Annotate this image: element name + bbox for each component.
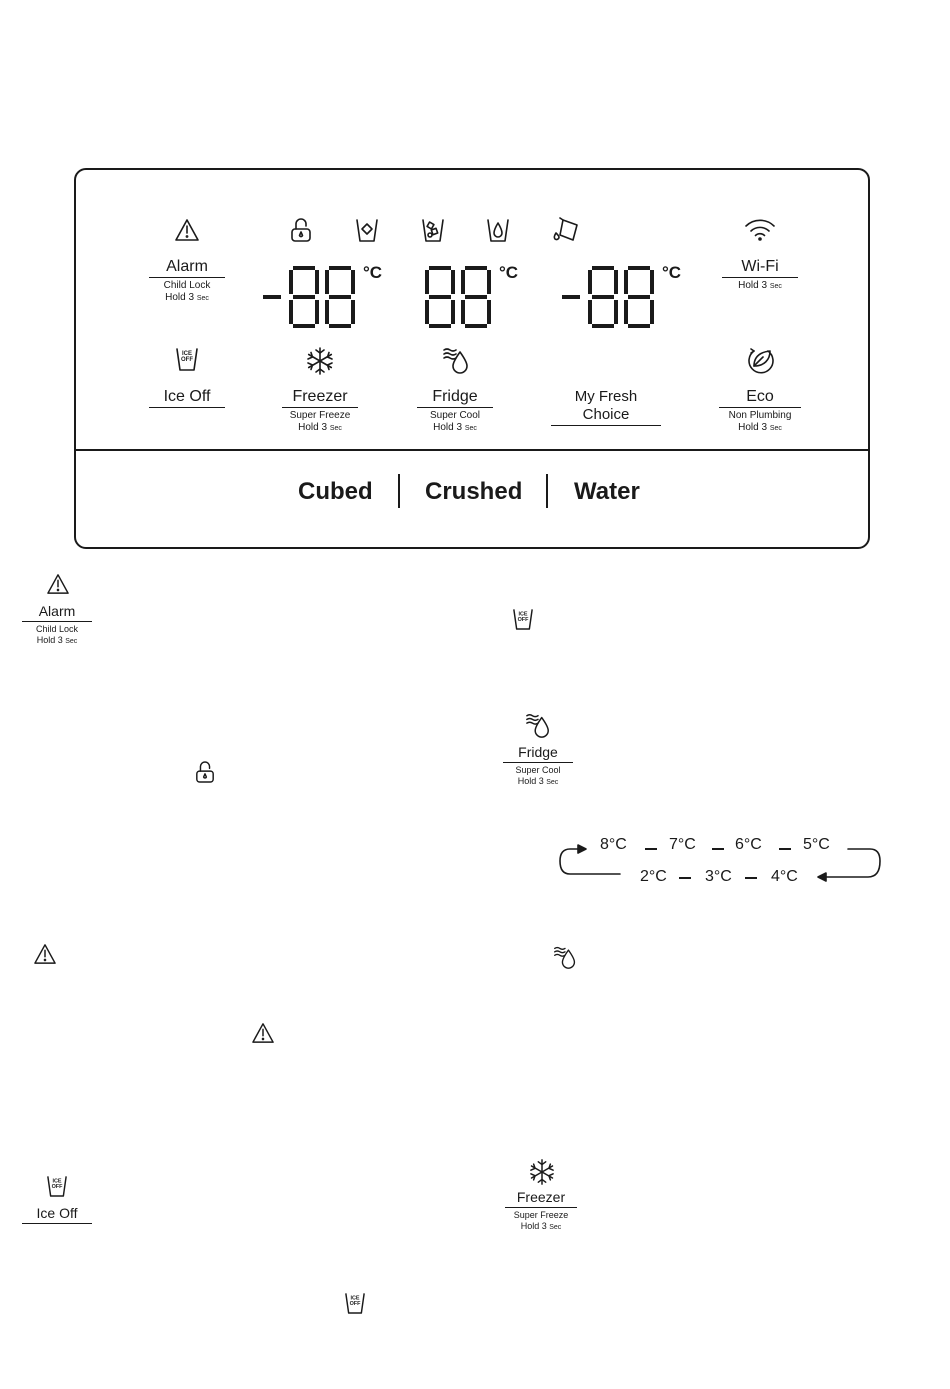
dash [712,848,724,850]
digit-2 [624,266,654,328]
myfresh-unit: °C [662,263,682,282]
fridge-control [503,743,573,788]
eco-hold-label: Hold 3 Sec [738,422,782,433]
dash [679,877,691,879]
temp-5: 5°C [803,836,830,853]
wifi-control[interactable] [722,258,798,293]
alarm-rule [149,277,225,278]
alarm-hold-label: Hold 3 Sec [36,635,78,645]
freezer-hold-label: Hold 3 Sec [520,1221,562,1231]
freezer-control [505,1188,577,1233]
myfresh-rule [551,425,661,426]
crushed-button[interactable]: Crushed [425,478,523,505]
wifi-icon [744,218,776,242]
fridge-hold-label: Hold 3 Sec [517,776,559,786]
dash [645,848,657,850]
separator [398,474,400,508]
super-cool-label: Super Cool [515,765,561,775]
svg-text:OFF: OFF [517,616,529,623]
digit-2 [461,266,491,328]
ice-off-label: Ice Off [163,388,211,405]
svg-text:OFF: OFF [51,1183,63,1190]
ice-off-icon [47,1174,67,1198]
alarm-control [22,602,92,647]
fridge-rule [503,762,573,763]
warning-icon [46,573,70,595]
svg-text:ICE: ICE [52,1178,62,1185]
alarm-label: Alarm [166,258,208,275]
myfresh-control[interactable] [551,388,661,428]
warning-icon [251,1022,275,1044]
myfresh-temp-display [561,266,661,328]
child-lock-label: Child Lock [35,624,79,634]
crushed-ice-icon [421,218,445,244]
super-freeze-label: Super Freeze [513,1210,569,1220]
separator [546,474,548,508]
freezer-rule [282,407,358,408]
temp-7: 7°C [669,836,696,853]
warning-icon [174,218,200,242]
eco-label: Eco [746,388,774,405]
warning-icon [33,943,57,965]
wifi-hold-label: Hold 3 Sec [738,280,782,291]
freezer-control[interactable] [282,388,358,435]
cubed-button[interactable]: Cubed [298,478,373,505]
svg-text:ICE: ICE [181,351,193,357]
fridge-control[interactable] [417,388,493,435]
fridge-rule [417,407,493,408]
svg-text:ICE: ICE [350,1295,360,1302]
fridge-label: Fridge [432,388,478,405]
temp-6: 6°C [735,836,762,853]
cube-ice-icon [355,218,379,244]
dash [779,848,791,850]
wifi-rule [722,277,798,278]
alarm-control[interactable] [149,258,225,305]
freezer-hold-label: Hold 3 Sec [298,422,342,433]
ice-off-icon [176,346,198,372]
super-cool-label: Super Cool [429,410,481,421]
dash [745,877,757,879]
fridge-hold-label: Hold 3 Sec [433,422,477,433]
myfresh-label: My Fresh Choice [574,388,638,423]
cool-drop-icon [553,945,577,969]
eco-rule [719,407,801,408]
freezer-rule [505,1207,577,1208]
fridge-temp-display [425,266,495,328]
fridge-label: Fridge [518,744,558,760]
ice-off-label: Ice Off [36,1205,78,1221]
ice-off-icon [513,607,533,631]
eco-leaf-icon [745,346,775,374]
alarm-hold-label: Hold 3 Sec [165,292,209,303]
freezer-unit: °C [363,263,383,282]
fridge-unit: °C [499,263,519,282]
freezer-label: Freezer [516,1189,566,1205]
water-drop-icon [486,218,510,244]
svg-text:ICE: ICE [518,611,528,618]
digit-2 [325,266,355,328]
pitcher-icon [551,217,581,243]
non-plumbing-label: Non Plumbing [728,410,792,421]
svg-text:OFF: OFF [349,1300,361,1307]
lock-icon [195,760,215,784]
wifi-label: Wi-Fi [741,258,779,275]
digit-1 [289,266,319,328]
ice-off-control[interactable] [149,388,225,410]
freezer-temp-display [262,266,362,328]
ice-off-control [22,1204,92,1226]
alarm-rule [22,621,92,622]
panel-divider [76,449,870,451]
ice-off-rule [22,1223,92,1224]
freezer-label: Freezer [292,388,348,405]
temp-3: 3°C [705,868,732,885]
digit-1 [425,266,455,328]
lock-icon [290,217,312,243]
ice-off-icon [345,1291,365,1315]
temp-2: 2°C [640,868,667,885]
super-freeze-label: Super Freeze [289,410,351,421]
water-button[interactable]: Water [574,478,640,505]
digit-1 [588,266,618,328]
cool-drop-icon [525,712,551,738]
snowflake-icon [529,1159,555,1185]
snowflake-icon [306,347,334,375]
alarm-label: Alarm [38,603,76,619]
temp-4: 4°C [771,868,798,885]
temp-8: 8°C [600,836,627,853]
ice-off-rule [149,407,225,408]
cool-drop-icon [442,346,470,374]
child-lock-label: Child Lock [163,280,211,291]
svg-text:OFF: OFF [181,357,193,363]
eco-control[interactable] [719,388,801,435]
